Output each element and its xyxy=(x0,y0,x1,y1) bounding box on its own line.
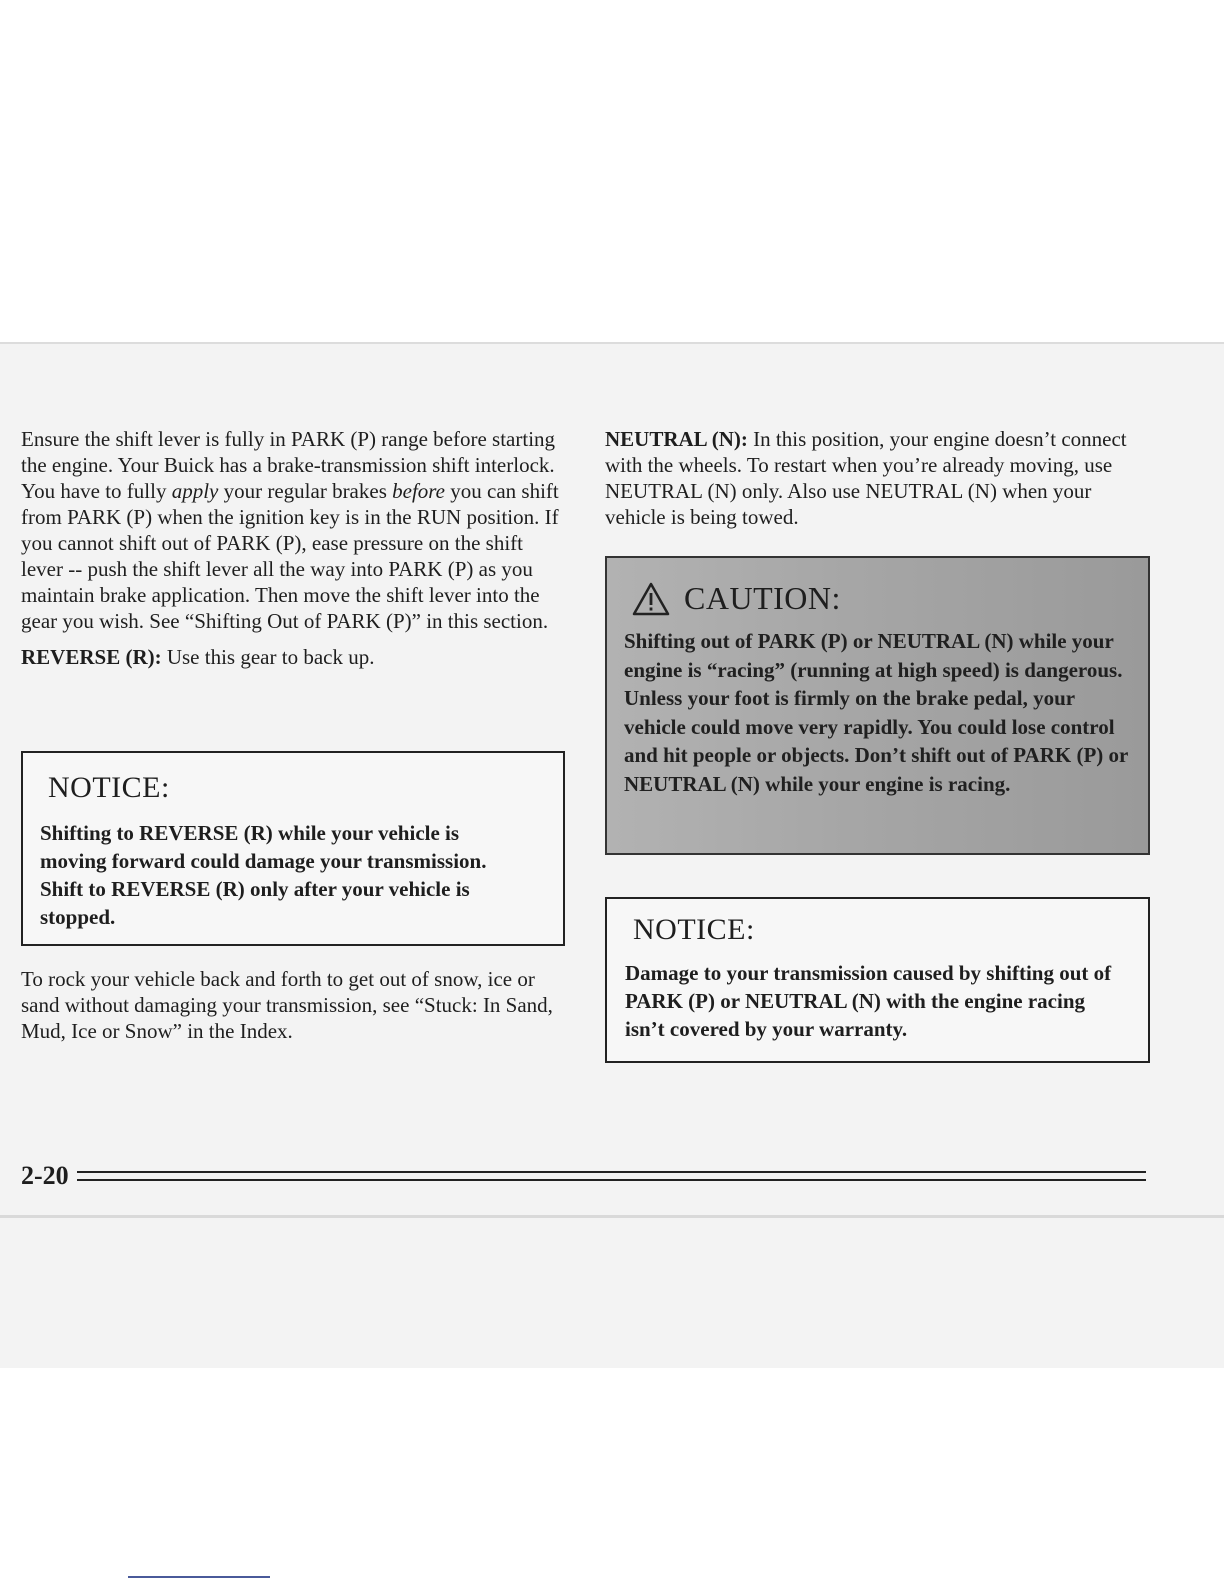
caution-text: Shifting out of PARK (P) or NEUTRAL (N) while your engine is “racing” (running at high speed) is dangerous. Unless your foot is firmly on the brake pedal, your vehicle could move very rapidly. You could lose control and hit people or objects. Don’t shift out of PARK (P) or NEUTRAL (N) while your engine is racing. xyxy=(624,629,1128,796)
neutral-text: In this position, your engine doesn’t connect with the wheels. To restart when you’re already moving, use NEUTRAL (N) only. Also use NEUTRAL (N) when your vehicle is being towed. xyxy=(605,427,1127,529)
paragraph-text: Ensure the shift lever is fully in PARK (P) range before starting the engine. Your Buick has a brake-transmission shift interlock. You have to fully xyxy=(21,427,556,503)
paragraph-text: your regular brakes xyxy=(218,479,393,503)
notice-text: Damage to your transmission caused by shifting out of PARK (P) or NEUTRAL (N) with the engine racing isn’t covered by your warranty. xyxy=(625,961,1112,1041)
reverse-label: REVERSE (R): xyxy=(21,645,162,669)
notice-title: NOTICE: xyxy=(633,913,755,946)
bottom-underline-mark xyxy=(128,1576,270,1578)
page-edge-line xyxy=(0,1215,1224,1218)
right-column xyxy=(605,426,1150,530)
notice-box-warranty xyxy=(605,897,1150,1063)
caution-title: CAUTION: xyxy=(684,580,841,616)
warning-triangle-icon xyxy=(632,582,670,616)
neutral-paragraph xyxy=(605,426,1150,530)
emphasis-apply: apply xyxy=(171,479,219,503)
caution-header xyxy=(632,580,1128,617)
left-column xyxy=(21,426,566,670)
emphasis-before: before xyxy=(392,479,445,503)
footer-rule xyxy=(77,1171,1146,1181)
page-footer xyxy=(21,1161,1146,1191)
notice-box-reverse xyxy=(21,751,565,946)
rock-vehicle-paragraph: To rock your vehicle back and forth to get out of snow, ice or sand without damaging your transmission, see “Stuck: In Sand, Mud, Ice or Snow” in the Index. xyxy=(21,967,553,1043)
caution-box xyxy=(605,556,1150,855)
shift-lever-paragraph xyxy=(21,426,566,634)
rock-vehicle-section xyxy=(21,966,566,1044)
reverse-paragraph xyxy=(21,644,566,670)
notice-text: Shifting to REVERSE (R) while your vehicle is moving forward could damage your transmission. Shift to REVERSE (R) only after your vehicle is stopped. xyxy=(40,821,487,929)
reverse-text: Use this gear to back up. xyxy=(161,645,375,669)
neutral-label: NEUTRAL (N): xyxy=(605,427,748,451)
page-number: 2-20 xyxy=(21,1161,69,1190)
paragraph-text: you can shift from PARK (P) when the ignition key is in the RUN position. If you cannot shift out of PARK (P), ease pressure on the shift lever -- push the shift lever all the way into PARK (P) as you maintain brake application. Then move the shift lever into the gear you wish. See “Shifting Out of PARK (P)” in this section. xyxy=(21,479,559,633)
notice-title: NOTICE: xyxy=(48,771,170,804)
